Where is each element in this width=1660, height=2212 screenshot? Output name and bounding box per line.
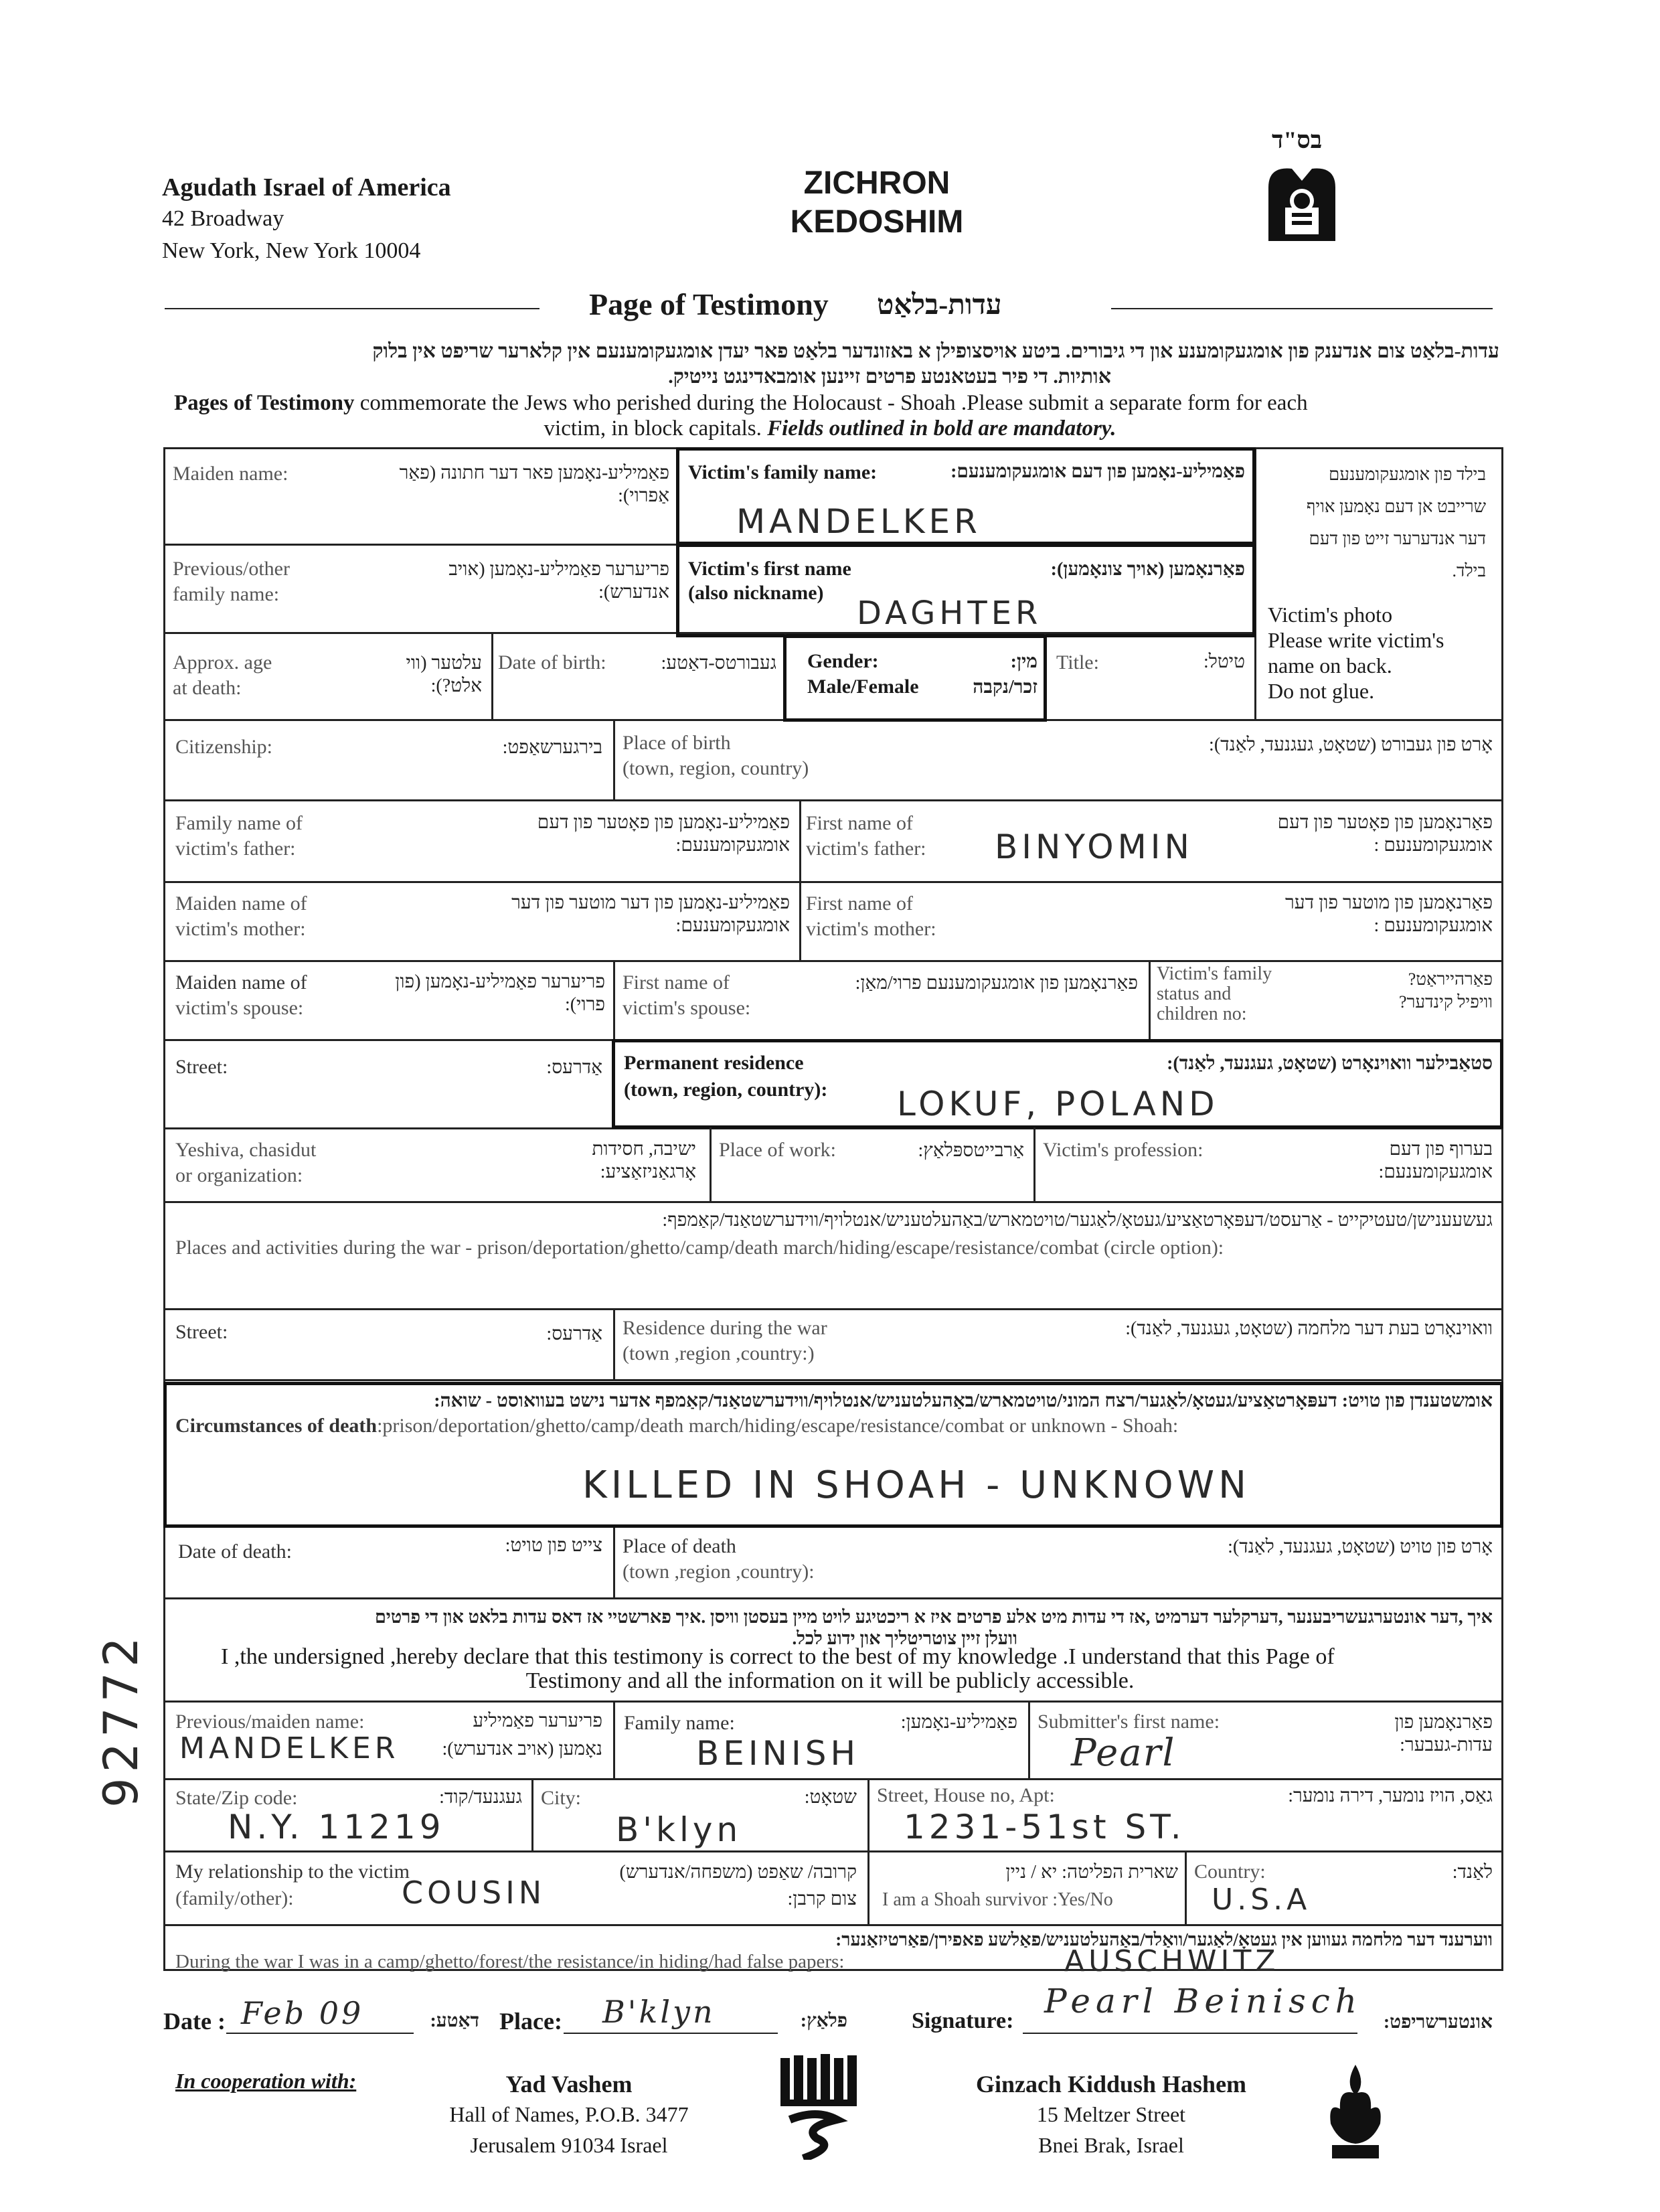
divider-sub3-a xyxy=(867,1850,869,1924)
age-yiddish: עלטער (ווי אלט?): xyxy=(406,653,482,696)
previous-name-label-1: Previous/other xyxy=(173,558,290,580)
sub-street-yiddish: גאַס, הויז נומער, דירה נומער: xyxy=(1288,1786,1493,1806)
sub-state-zip-yiddish: געגנעד/קוד: xyxy=(439,1787,522,1808)
father-first-label-2: victim's father: xyxy=(806,838,926,860)
sub-country-label: Country: xyxy=(1194,1861,1266,1883)
yad-vashem-logo xyxy=(776,2053,870,2163)
rule-row9 xyxy=(163,1201,1503,1203)
rule-sub1 xyxy=(163,1778,1503,1780)
rule-row6 xyxy=(163,960,1503,962)
sub-first-name-yiddish: פאַרנאָמען פון עדות-געבער: xyxy=(1394,1712,1493,1755)
activities-yiddish: געשעענישן/טעטיקייט - אַרעסט/דעפּאָרטאַציע/געטאָ/לאַגער/טויטמארש/באַהעלטעניש/אנטלויף/ווידערשטאַנד/קאַמפף: xyxy=(662,1210,1493,1231)
declaration-yiddish-1: איך ,דער אונטערגעשריבענער ,דערקלער דערמיט ,אז די עדות מיט אלע פרטים איז א ריכטיגע לויט מיין בעסטן וויסן .איך פארשטיי אז דאס עדות בלאט און די פרטים xyxy=(374,1607,1493,1627)
photo-en-3: name on back. xyxy=(1268,653,1392,678)
photo-en-4: Do not glue. xyxy=(1268,679,1375,703)
sub-prev-maiden-yiddish-2: נאָמען (אויב אנדערש): xyxy=(442,1739,602,1759)
circumstances-label-bold: Circumstances of death xyxy=(175,1415,378,1437)
date-of-death-yiddish: צייט פון טויט: xyxy=(505,1535,602,1556)
signature-yiddish: אונטערשריפט: xyxy=(1383,2012,1493,2033)
father-family-yiddish: פאַמיליע-נאָמען פון פאָטער פון דעם אומגעקומענעם: xyxy=(537,812,790,856)
signature-line xyxy=(1023,2033,1357,2034)
permanent-residence-label-2: (town, region, country): xyxy=(624,1079,828,1101)
sub-country-value[interactable]: U.S.A xyxy=(1212,1883,1311,1917)
sub-survivor-label[interactable]: I am a Shoah survivor :Yes/No xyxy=(882,1889,1113,1910)
sub-prev-maiden-label: Previous/maiden name: xyxy=(175,1711,365,1733)
sub-city-yiddish: שטאָט: xyxy=(804,1787,857,1808)
divider-yeshiva xyxy=(710,1127,712,1201)
divider-sub2-b xyxy=(867,1778,869,1850)
sub-first-name-label: Submitter's first name: xyxy=(1038,1711,1220,1733)
mother-first-label-1: First name of xyxy=(806,892,913,915)
mother-first-label-2: victim's mother: xyxy=(806,918,936,940)
sub-prev-maiden-yiddish-1: פריערער פאַמיליע xyxy=(473,1711,602,1731)
war-residence-yiddish: וואוינאָרט בעת דער מלחמה (שטאָט, געגנעד, לאַנד): xyxy=(1125,1318,1493,1339)
divider-row5 xyxy=(799,799,801,960)
form-title: Page of Testimony xyxy=(589,287,829,321)
place-of-birth-label-1: Place of birth xyxy=(622,732,731,754)
intro-rest: commemorate the Jews who perished during the Holocaust - Shoah .Please submit a separate form for each xyxy=(354,391,1308,415)
street-1-label: Street: xyxy=(175,1056,228,1078)
place-of-birth-label-2: (town, region, country) xyxy=(622,757,809,779)
war-residence-label-1: Residence during the war xyxy=(622,1317,827,1339)
rule-declaration xyxy=(163,1701,1503,1703)
father-first-label-1: First name of xyxy=(806,812,913,834)
sub-country-yiddish: לאַנד: xyxy=(1452,1862,1493,1883)
first-name-label-1: Victim's first name xyxy=(688,558,851,580)
yad-vashem-name: Yad Vashem xyxy=(505,2071,633,2098)
first-name-label-2: (also nickname) xyxy=(688,582,824,604)
sub-family-name-yiddish: פאַמיליע-נאָמען: xyxy=(900,1712,1017,1733)
rule-row5 xyxy=(163,881,1503,883)
spouse-first-label-1: First name of xyxy=(622,971,730,994)
ginzach-logo xyxy=(1319,2062,1392,2166)
intro-line-2: victim, in block capitals. xyxy=(544,416,768,441)
maiden-name-label: Maiden name: xyxy=(173,463,288,485)
father-first-yiddish: פאַרנאָמען פון פאָטער פון דעם אומגעקומענעם : xyxy=(1277,812,1493,856)
signature-value[interactable]: Pearl Beinisch xyxy=(1044,1982,1362,2021)
place-value[interactable]: B'klyn xyxy=(602,1994,716,2030)
yiddish-intro-line-2: אותיות. די פיר בעטאנטע פרטים זיינען אומבאדינגט נייטיק. xyxy=(668,366,1111,388)
family-status-yiddish: פאַרהייראַט? וויפיל קינדער? xyxy=(1399,969,1493,1012)
gender-options[interactable]: Male/Female xyxy=(807,676,919,698)
spouse-maiden-label-1: Maiden name of xyxy=(175,971,307,994)
date-line xyxy=(226,2033,414,2034)
yiddish-intro-line-1: עדות-בלאַט צום אנדענק פון אומגעקומענע און די גיבורים. ביטע אויסצופילן א באזונדער בלאַט פאר יעדן אומגעקומענעם אין קלארער שריפט אין בלוק xyxy=(372,340,1499,362)
title-yiddish: טיטל: xyxy=(1203,651,1245,672)
dob-label: Date of birth: xyxy=(498,651,606,674)
sub-war-status-value[interactable]: AUSCHWITZ xyxy=(1064,1944,1280,1978)
family-status-label-2: status and xyxy=(1157,983,1232,1004)
form-title-hebrew: עדות-בלאַט xyxy=(877,290,1002,321)
rule-row11 xyxy=(163,1379,1503,1381)
mother-first-yiddish: פאַרנאָמען פון מוטער פון דער אומגעקומענעם : xyxy=(1285,892,1493,936)
yad-vashem-address-2: Jerusalem 91034 Israel xyxy=(470,2133,668,2157)
rule-row4 xyxy=(163,799,1503,801)
sub-city-label: City: xyxy=(541,1787,582,1809)
place-of-birth-yiddish: אָרט פון געבורט (שטאָט, געגנעד, לאַנד): xyxy=(1209,734,1493,755)
age-label-2: at death: xyxy=(173,677,242,699)
mother-maiden-label-1: Maiden name of xyxy=(175,892,307,915)
divider-sub1-a xyxy=(613,1701,615,1778)
permanent-residence-label-1: Permanent residence xyxy=(624,1052,804,1074)
sub-relationship-yiddish-2: צום קרבן: xyxy=(787,1889,857,1909)
declaration-yiddish-2: וועלן זיין צוטריטליך און ידוע לכל. xyxy=(792,1628,1017,1648)
divider-sub2-a xyxy=(531,1778,533,1850)
sub-war-status-label: During the war I was in a camp/ghetto/forest/the resistance/in hiding/had false papers: xyxy=(175,1951,845,1972)
spouse-first-label-2: victim's spouse: xyxy=(622,997,751,1019)
sub-family-name-label: Family name: xyxy=(624,1712,735,1734)
sub-relationship-value[interactable]: COUSIN xyxy=(402,1875,546,1911)
maiden-name-yiddish: פאַמיליע-נאָמען פאר דער חתונה (פאַר אַפרוי): xyxy=(399,463,669,506)
org-name: Agudath Israel of America xyxy=(162,173,451,202)
citizenship-yiddish: בירגערשאַפט: xyxy=(502,737,602,758)
divider-spouse-2 xyxy=(1149,960,1151,1039)
permanent-residence-value[interactable]: LOKUF, POLAND xyxy=(897,1085,1219,1123)
intro-english-line-2 xyxy=(0,416,1660,441)
date-label: Date : xyxy=(163,2008,226,2035)
zichron-kedoshim-logo xyxy=(1265,161,1339,250)
divider-row4 xyxy=(613,719,615,799)
intro-english-line-1 xyxy=(174,391,1513,416)
place-of-death-yiddish: אָרט פון טויט (שטאָט, געגנעד, לאַנד): xyxy=(1228,1536,1493,1557)
profession-yiddish: בערוף פון דעם אומגעקומענעם: xyxy=(1378,1139,1493,1182)
gender-label: Gender: xyxy=(807,650,879,672)
sub-war-status-yiddish: ווערענד דער מלחמה געווען אין געטאָ/לאַגער/וואַלד/באַהעלטעניש/פאַלשע פאפירן/פאַרטיזאַנער: xyxy=(835,1929,1493,1950)
sub-street-label: Street, House no, Apt: xyxy=(877,1784,1055,1806)
intro-bold: Pages of Testimony xyxy=(174,391,355,415)
family-status-label-1: Victim's family xyxy=(1157,963,1272,984)
place-of-death-label-2: (town ,region ,country): xyxy=(622,1561,815,1583)
sub-relationship-yiddish-1: קרובה/ שאַפט (משפחה/אנדערש) xyxy=(619,1862,857,1883)
father-family-label-2: victim's father: xyxy=(175,838,296,860)
divider-work xyxy=(1033,1127,1035,1201)
mother-maiden-label-2: victim's mother: xyxy=(175,918,306,940)
date-of-death-label: Date of death: xyxy=(178,1540,292,1563)
title-kedoshim: KEDOSHIM xyxy=(790,204,964,240)
title-rule-left xyxy=(165,308,540,309)
street-1-yiddish: אַדרעס: xyxy=(546,1057,602,1078)
yeshiva-yiddish: ישיבה, חסידות אָרגאַניזאַציע: xyxy=(592,1139,696,1182)
ginzach-name: Ginzach Kiddush Hashem xyxy=(975,2071,1247,2098)
divider-sub1-b xyxy=(1028,1701,1030,1778)
cooperation-label: In cooperation with: xyxy=(175,2069,357,2093)
signature-label: Signature: xyxy=(912,2008,1014,2033)
rule-row13 xyxy=(163,1597,1503,1599)
circumstances-label-rest: :prison/deportation/ghetto/camp/death march/hiding/escape/resistance/combat or unknown - Shoah: xyxy=(377,1415,1179,1437)
previous-name-label-2: family name: xyxy=(173,583,280,605)
age-label-1: Approx. age xyxy=(173,651,272,674)
spouse-maiden-label-2: victim's spouse: xyxy=(175,997,304,1019)
declaration-english-2: Testimony and all the information on it will be publicly accessible. xyxy=(525,1668,1135,1693)
rule-sub3 xyxy=(163,1924,1503,1926)
yeshiva-label-2: or organization: xyxy=(175,1164,303,1186)
sub-street-value[interactable]: 1231-51st ST. xyxy=(904,1808,1185,1846)
street-2-label: Street: xyxy=(175,1321,228,1343)
title-zichron: ZICHRON xyxy=(803,165,950,201)
rule-row10 xyxy=(163,1308,1503,1310)
spouse-first-yiddish: פאַרנאָמען פון אומגעקומענעם פרוי/מאַן: xyxy=(855,973,1138,994)
place-yiddish: פלאַץ: xyxy=(800,2010,847,2031)
date-yiddish: דאַטע: xyxy=(430,2010,479,2031)
spouse-maiden-yiddish: פריערער פאַמיליע-נאָמען (פון פרוי): xyxy=(395,971,605,1015)
place-of-work-label: Place of work: xyxy=(719,1139,836,1161)
sub-survivor-yiddish: שארית הפליטה: יא / ניין xyxy=(1005,1862,1178,1883)
sub-city-value[interactable]: B'klyn xyxy=(616,1810,742,1849)
place-of-work-yiddish: אַרבייטספּלאַץ: xyxy=(918,1140,1024,1161)
photo-yiddish-2: שרייבט אן דעם נאָמען אויף xyxy=(1306,497,1486,516)
date-value[interactable]: Feb 09 xyxy=(241,1995,364,2031)
divider-sub3-b xyxy=(1185,1850,1187,1924)
divider-row13 xyxy=(613,1528,615,1597)
place-line xyxy=(564,2033,778,2034)
father-first-value[interactable]: BINYOMIN xyxy=(995,827,1193,866)
sub-relationship-label-1: My relationship to the victim xyxy=(175,1861,410,1883)
divider-row11 xyxy=(613,1308,615,1379)
photo-en-2: Please write victim's xyxy=(1268,628,1444,652)
declaration-english-1: I ,the undersigned ,hereby declare that this testimony is correct to the best of my knowledge .I understand that this Page of xyxy=(221,1644,1335,1669)
ginzach-address-1: 15 Meltzer Street xyxy=(1036,2102,1186,2126)
dob-yiddish: געבורטס-דאַטע: xyxy=(661,653,776,674)
place-label: Place: xyxy=(499,2008,562,2035)
photo-en-1: Victim's photo xyxy=(1268,603,1393,627)
first-name-yiddish: פאַרנאָמען (אויך צונאָמען): xyxy=(1050,559,1245,580)
family-name-label: Victim's family name: xyxy=(688,461,878,483)
yeshiva-label-1: Yeshiva, chasidut xyxy=(175,1139,317,1161)
sub-state-zip-value[interactable]: N.Y. 11219 xyxy=(228,1808,445,1846)
circumstances-label xyxy=(175,1414,1178,1438)
circumstances-yiddish: אומשטענדן פון טויט: דעפּאָרטאַציע/געטאָ/לאַגער/רצח המוני/טויטמארש/באַהעלטעניש/אנטלויף/ווידערשטאַנד/קאַמפף אדער נישט בעוואוסט - שואה: xyxy=(434,1391,1493,1411)
mother-maiden-yiddish: פאַמיליע-נאָמען פון דער מוטער פון דער אומגעקומענעם: xyxy=(511,892,790,936)
photo-yiddish-3: דער אנדערער זייט פון דעם xyxy=(1309,529,1486,548)
title-rule-right xyxy=(1111,308,1493,309)
circumstances-value[interactable]: KILLED IN SHOAH - UNKNOWN xyxy=(582,1464,1250,1507)
sub-relationship-label-2: (family/other): xyxy=(175,1887,294,1909)
sub-family-name-value[interactable]: BEINISH xyxy=(696,1734,860,1773)
family-name-yiddish: פאַמיליע-נאָמען פון דעם אומגעקומענעם: xyxy=(950,461,1245,482)
permanent-residence-yiddish: סטאַבילער וואוינאָרט (שטאָט, געגנעד, לאַנד): xyxy=(1167,1053,1493,1074)
org-address-line-1: 42 Broadway xyxy=(162,206,284,231)
citizenship-label: Citizenship: xyxy=(175,736,272,758)
title-label: Title: xyxy=(1056,651,1099,674)
org-address-line-2: New York, New York 10004 xyxy=(162,238,421,263)
margin-note: 92772 xyxy=(94,1632,149,1808)
family-name-value[interactable]: MANDELKER xyxy=(736,502,981,541)
war-residence-label-2: (town ,region ,country:) xyxy=(622,1342,815,1364)
rule-sub2 xyxy=(163,1850,1503,1852)
ginzach-address-2: Bnei Brak, Israel xyxy=(1038,2133,1184,2157)
intro-italic: Fields outlined in bold are mandatory. xyxy=(767,416,1116,441)
gender-yiddish-2: זכר/נקבה xyxy=(973,677,1038,698)
divider-spouse-1 xyxy=(613,960,615,1039)
father-family-label-1: Family name of xyxy=(175,812,303,834)
activities-label: Places and activities during the war - prison/deportation/ghetto/camp/death march/hiding/escape/resistance/combat (circle option): xyxy=(175,1237,1224,1259)
street-2-yiddish: אַדרעס: xyxy=(546,1324,602,1344)
place-of-death-label-1: Place of death xyxy=(622,1535,736,1557)
first-name-value[interactable]: DAGHTER xyxy=(857,595,1042,632)
photo-yiddish-1: בילד פון אומגעקומענעם xyxy=(1329,465,1486,484)
yad-vashem-address-1: Hall of Names, P.O.B. 3477 xyxy=(449,2102,689,2126)
sub-prev-maiden-value[interactable]: MANDELKER xyxy=(179,1731,400,1765)
divider-age xyxy=(491,632,493,719)
gender-yiddish-1: מין: xyxy=(1010,651,1038,672)
photo-yiddish-4: בילד. xyxy=(1452,561,1486,580)
sub-state-zip-label: State/Zip code: xyxy=(175,1787,298,1809)
profession-label: Victim's profession: xyxy=(1043,1139,1204,1161)
bsd-mark: בס"ד xyxy=(1272,127,1323,153)
previous-name-yiddish: פריערער פאַמיליע-נאָמען (אויב אנדערש): xyxy=(448,559,669,603)
sub-first-name-value[interactable]: Pearl xyxy=(1071,1731,1176,1775)
family-status-label-3: children no: xyxy=(1157,1004,1247,1024)
